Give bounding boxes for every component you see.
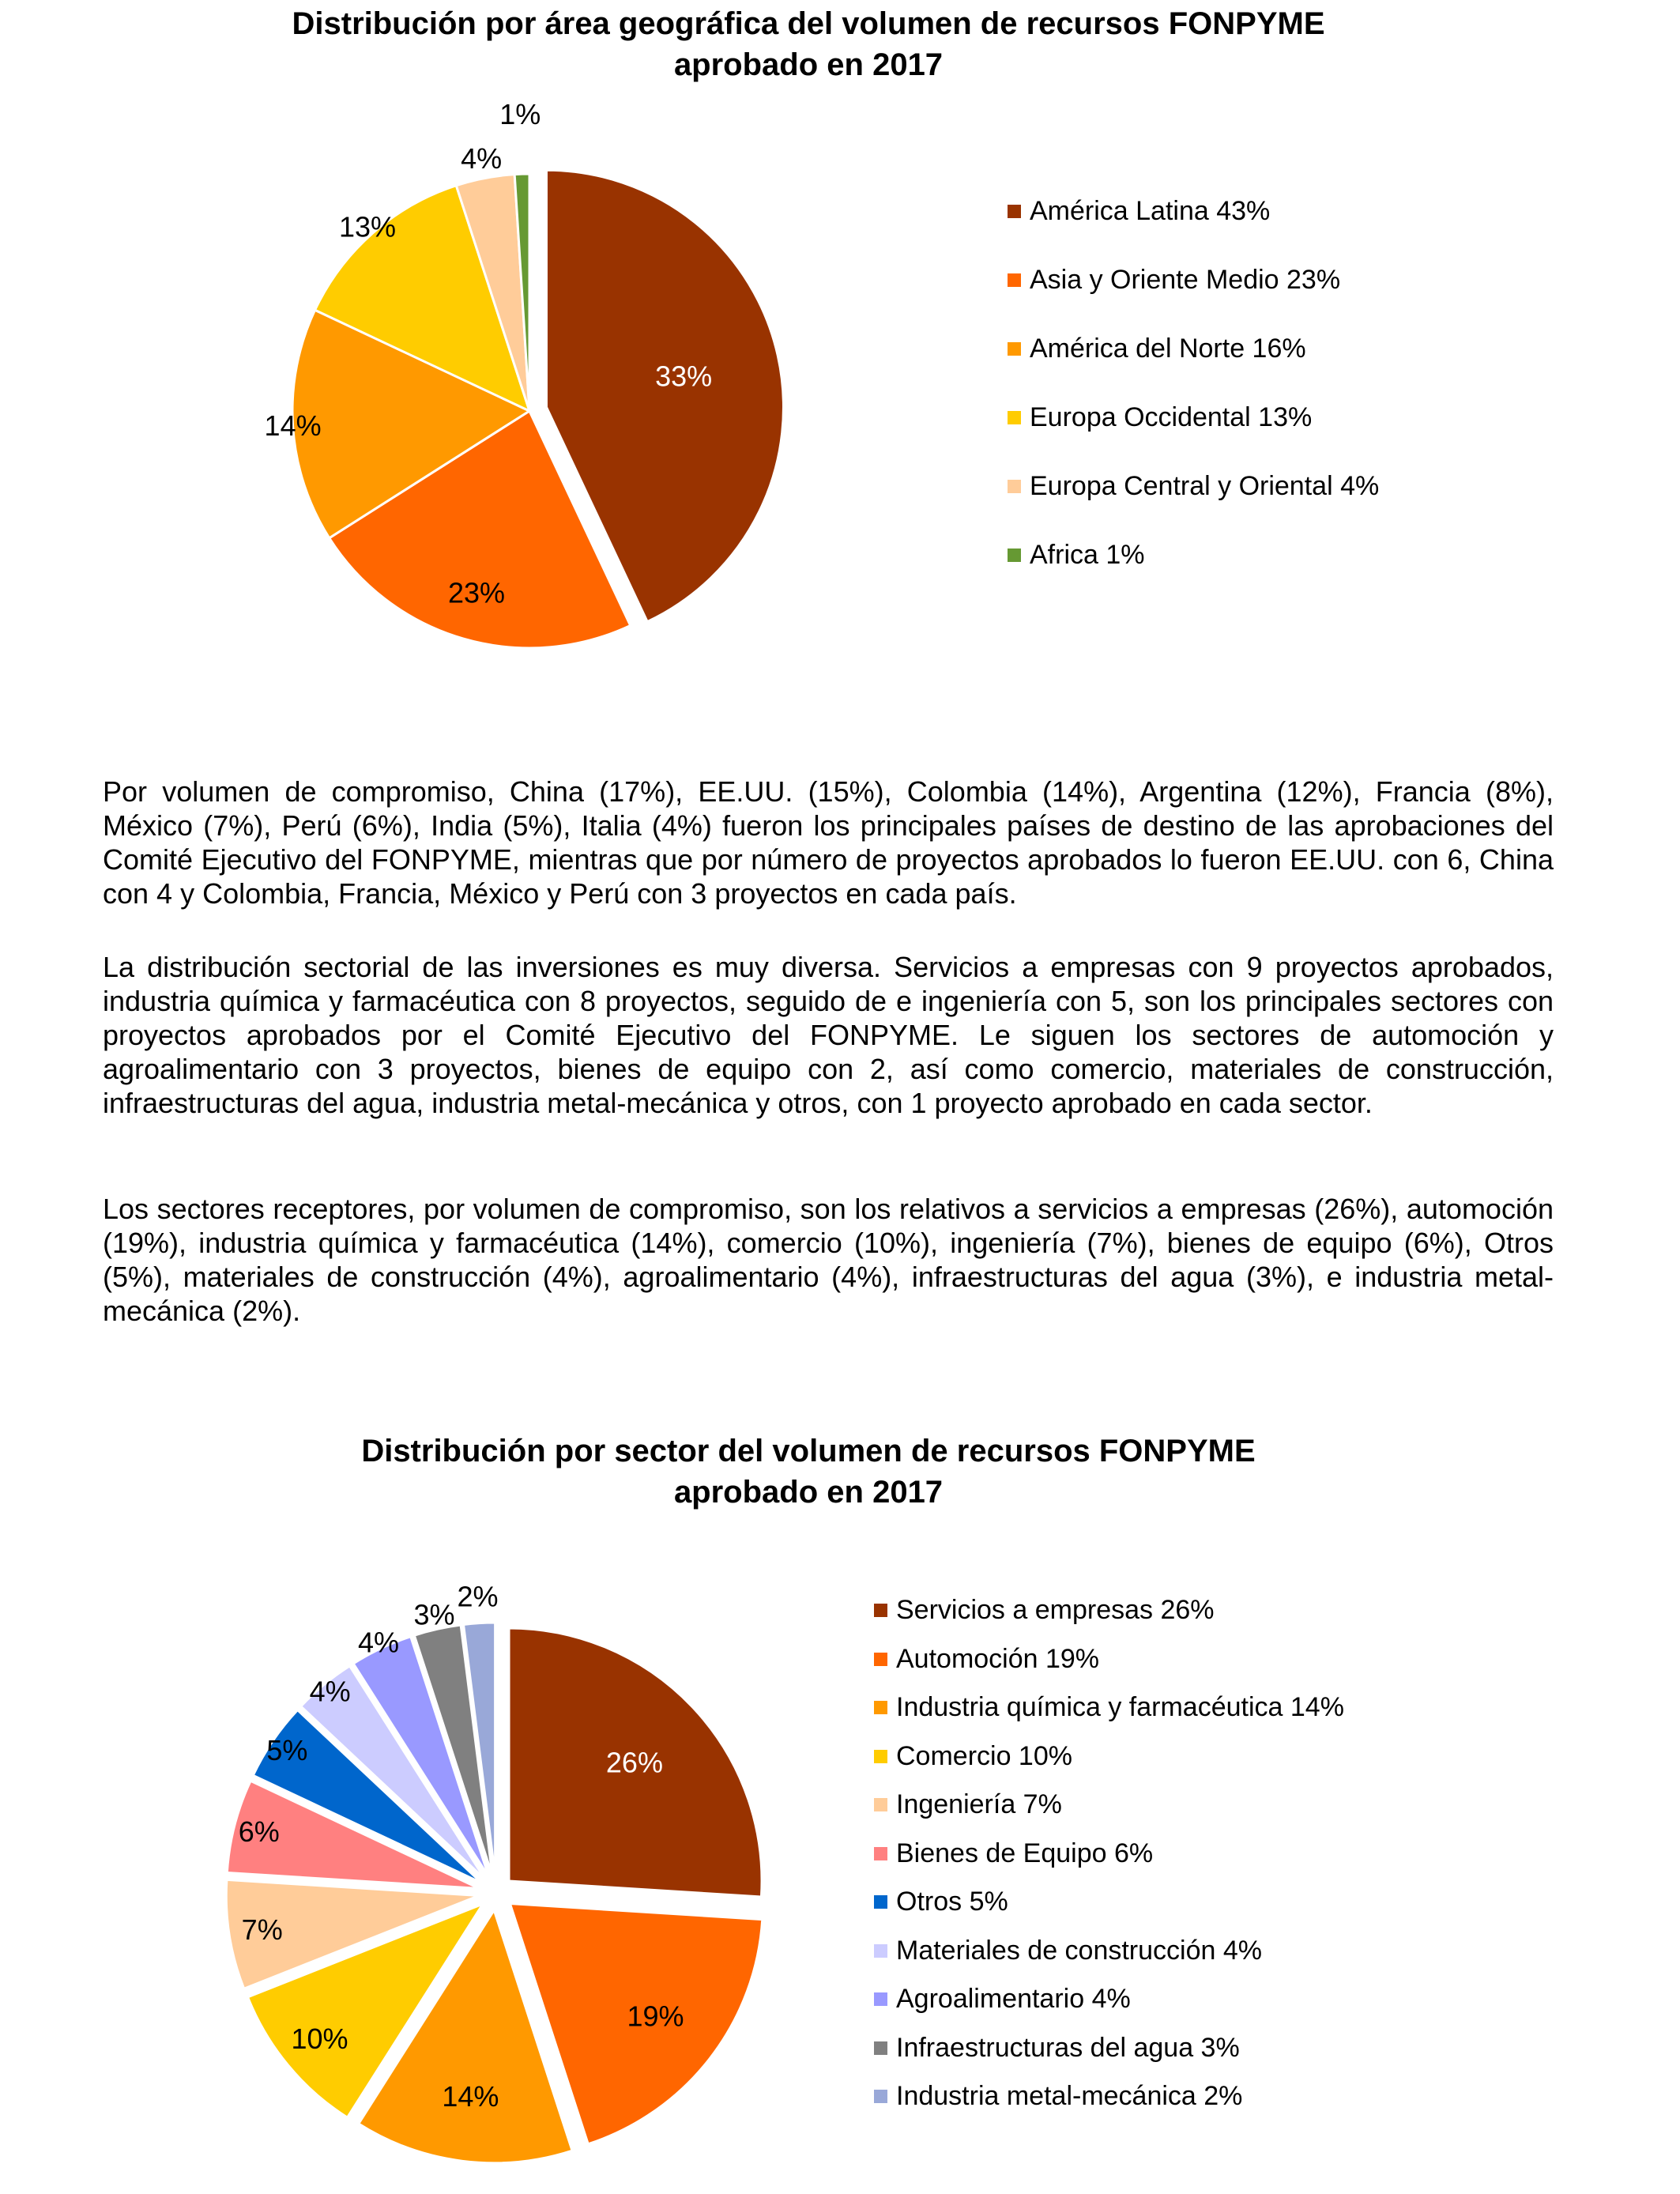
chart2-legend-swatch [874,1604,887,1617]
chart1-title-line2: aprobado en 2017 [673,47,944,82]
chart2-data-label: 19% [627,2000,684,2033]
chart2-legend-label: Industria química y farmacéutica 14% [896,1692,1344,1722]
chart2-data-label: 4% [357,1626,399,1659]
chart2-legend-swatch [874,1992,887,2006]
chart2-legend-item [874,1936,1262,1966]
chart2-data-label: 7% [241,1913,283,1946]
chart2-legend-swatch [874,1847,887,1860]
chart1-data-label: 1% [499,98,541,131]
chart2-data-label: 4% [309,1675,351,1708]
chart1-title-line1: Distribución por área geográfica del volumen de recursos FONPYME [292,6,1325,41]
chart2-legend-swatch [874,2090,887,2103]
chart2-legend-swatch [874,1895,887,1909]
chart2-legend-label: Industria metal-mecánica 2% [896,2081,1243,2111]
chart2-legend-item [874,1741,1072,1772]
chart2-legend-label: Otros 5% [896,1887,1008,1917]
chart2-legend-label: Agroalimentario 4% [896,1984,1131,2014]
chart2-data-label: 26% [605,1746,663,1779]
chart2-legend-label: Comercio 10% [896,1740,1072,1771]
chart2-title-line1: Distribución por sector del volumen de recursos FONPYME [361,1434,1256,1468]
chart1-data-label: 14% [264,409,322,442]
chart2-legend-swatch [874,1701,887,1714]
chart2-legend-swatch [874,1798,887,1811]
chart2-legend-item [874,1984,1131,2015]
chart2-legend-swatch [874,1944,887,1958]
chart2-legend-swatch [874,1750,887,1763]
chart1-legend-label: Europa Occidental 13% [1030,402,1313,432]
chart1-data-label: 13% [338,210,397,243]
chart2-legend-label: Servicios a empresas 26% [896,1595,1215,1625]
chart2-legend-item [874,1692,1344,1723]
chart2-legend-label: Automoción 19% [896,1643,1100,1674]
chart2-data-label: 6% [238,1815,280,1848]
chart2-data-label: 14% [442,2079,499,2113]
chart2-legend-label: Bienes de Equipo 6% [896,1838,1154,1868]
chart1-legend-label: Asia y Oriente Medio 23% [1030,265,1341,295]
paragraph-2: La distribución sectorial de las inversiones es muy diversa. Servicios a empresas con 9 proyectos aprobados, industria química y farmacéutica con 8 proyectos, seguido de e ingeniería con 5, son los principales sectores con proyectos aprobados por el Comité Ejecutivo del FONPYME. Le siguen los sectores de automoción y agroalimentario con 3 proyectos, bienes de equipo con 2, así como comercio, materiales de construcción, infraestructuras del agua, industria metal-mecánica y otros, con 1 proyecto aprobado en cada sector. [103,951,1554,1119]
chart2-legend-item [874,1644,1099,1675]
chart2-data-label: 2% [457,1580,499,1613]
chart2-legend-label: Infraestructuras del agua 3% [896,2032,1240,2063]
chart2-legend-item [874,2081,1242,2112]
chart2-data-label: 3% [413,1598,455,1631]
chart2-legend-item [874,1789,1062,1820]
chart1-legend-label: Europa Central y Oriental 4% [1030,471,1380,501]
chart2-legend-label: Ingeniería 7% [896,1789,1062,1819]
chart2-legend-item [874,1595,1215,1626]
paragraph-1: Por volumen de compromiso, China (17%), EE.UU. (15%), Colombia (14%), Argentina (12%), Francia (8%), México (7%), Perú (6%), India (5%), Italia (4%) fueron los principales países de destino de las aprobaciones del Comité Ejecutivo del FONPYME, mientras que por número de proyectos aprobados lo fueron EE.UU. con 6, China con 4 y Colombia, Francia, México y Perú con 3 proyectos en cada país. [103,775,1554,910]
paragraph-3: Los sectores receptores, por volumen de compromiso, son los relativos a servicios a empresas (26%), automoción (19%), industria química y farmacéutica (14%), comercio (10%), ingeniería (7%), bienes de equipo (6%), Otros (5%), materiales de construcción (4%), agroalimentario (4%), infraestructuras del agua (3%), e industria metal-mecánica (2%). [103,1193,1554,1327]
chart2-title-line2: aprobado en 2017 [673,1475,944,1510]
chart2-legend-item [874,2033,1240,2064]
chart1-data-label: 33% [655,360,713,393]
chart1-data-label: 4% [461,141,503,175]
chart1-legend-label: Africa 1% [1030,540,1145,570]
chart1-data-label: 23% [448,576,506,609]
chart2-legend-label: Materiales de construcción 4% [896,1935,1263,1966]
chart2-legend-item [874,1887,1008,1917]
chart2-legend-swatch [874,2041,887,2055]
chart2-data-label: 5% [266,1734,308,1767]
chart1-legend-label: América del Norte 16% [1030,334,1306,364]
chart2-legend-item [874,1838,1153,1869]
chart2-legend-swatch [874,1653,887,1666]
chart1-legend-label: América Latina 43% [1030,196,1271,226]
chart2-data-label: 10% [291,2022,348,2055]
